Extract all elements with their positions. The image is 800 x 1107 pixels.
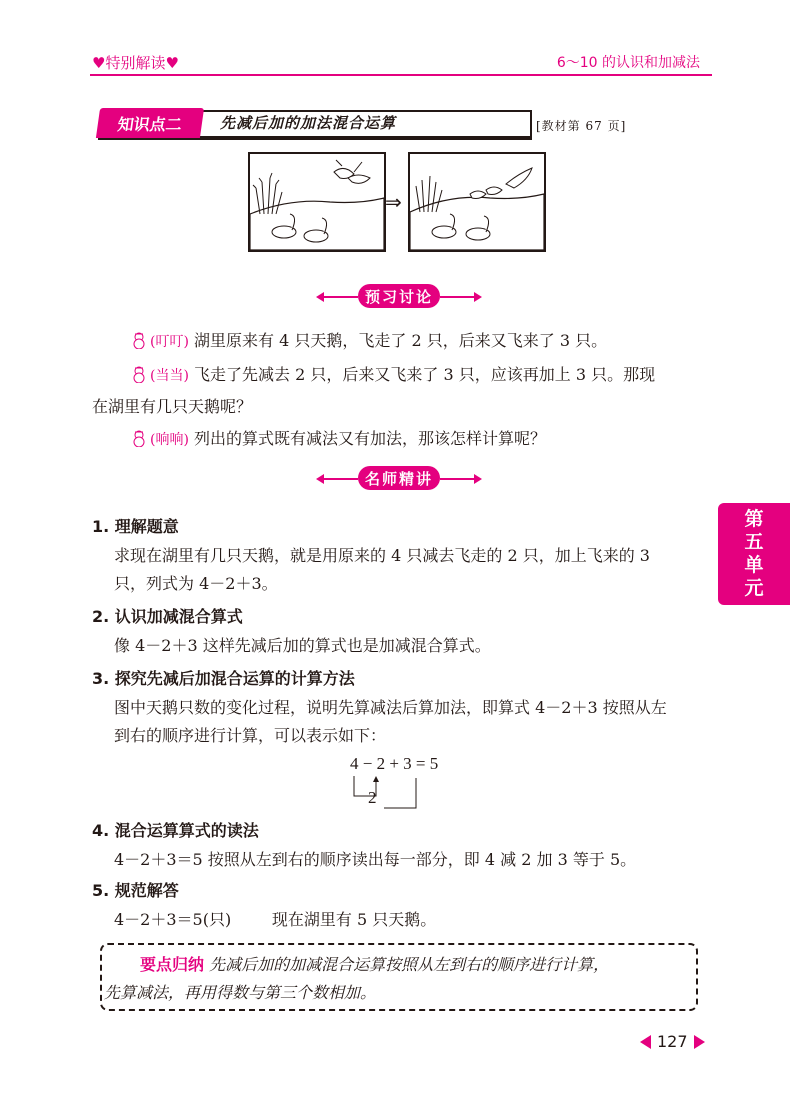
header-chapter-title: 6～10 的认识和加减法 xyxy=(556,55,700,71)
snowman-icon xyxy=(130,429,148,447)
lecture-ribbon xyxy=(318,466,480,492)
knowledge-title: 先减后加的加法混合运算 xyxy=(220,114,397,132)
swan-picture-after xyxy=(408,152,546,252)
side-tab-char: 第 xyxy=(744,508,764,530)
dialog-line-2 xyxy=(130,362,710,389)
lecture-label: 名师精讲 xyxy=(358,466,440,490)
item-heading: 3. 探究先减后加混合运算的计算方法 xyxy=(92,669,355,688)
side-tab-char: 单 xyxy=(744,554,764,576)
summary-line-2: 先算减法，再用得数与第三个数相加。 xyxy=(104,983,377,1002)
unit-side-tab xyxy=(718,503,790,605)
preview-label: 预习讨论 xyxy=(358,284,440,308)
dialog-text: 湖里原来有 4 只天鹅，飞走了 2 只，后来又飞来了 3 只。 xyxy=(194,331,608,350)
side-tab-char: 五 xyxy=(744,531,764,553)
item-text: 到右的顺序进行计算，可以表示如下： xyxy=(114,726,387,745)
knowledge-tag: 知识点二 xyxy=(96,108,204,138)
item-text: 求现在湖里有几只天鹅，就是用原来的 4 只减去飞走的 2 只，加上飞来的 3 xyxy=(114,546,650,565)
item-heading: 4. 混合运算算式的读法 xyxy=(92,821,259,840)
formula-intermediate: 2 xyxy=(368,788,377,807)
item-text: 4－2＋3＝5 按照从左到右的顺序读出每一部分，即 4 减 2 加 3 等于 5。 xyxy=(114,850,637,869)
speaker-name: (当当) xyxy=(150,368,189,384)
calculation-diagram xyxy=(350,754,439,807)
speaker-name: (响响) xyxy=(150,432,189,448)
item-text: 像 4－2＋3 这样先减后加的算式也是加减混合算式。 xyxy=(114,636,491,655)
page-number-block xyxy=(640,1032,705,1051)
speaker-name: (叮叮) xyxy=(150,334,189,350)
item-heading: 2. 认识加减混合算式 xyxy=(92,607,243,626)
item-heading: 5. 规范解答 xyxy=(92,881,179,900)
header-left-title: ♥特别解读♥ xyxy=(92,54,179,72)
textbook-page-ref: [教材第 67 页] xyxy=(536,119,627,133)
item-text: 4－2＋3＝5(只) 现在湖里有 5 只天鹅。 xyxy=(114,910,437,929)
preview-ribbon xyxy=(318,284,480,310)
item-text: 图中天鹅只数的变化过程，说明先算减法后算加法，即算式 4－2＋3 按照从左 xyxy=(114,698,667,717)
page-number: 127 xyxy=(657,1032,688,1051)
summary-label: 要点归纳 xyxy=(140,955,205,974)
snowman-icon xyxy=(130,365,148,383)
next-page-icon[interactable] xyxy=(694,1035,705,1049)
previous-page-icon[interactable] xyxy=(640,1035,651,1049)
header-divider xyxy=(90,74,712,76)
item-text: 只，列式为 4－2＋3。 xyxy=(114,574,278,593)
dialog-text: 飞走了先减去 2 只，后来又飞来了 3 只，应该再加上 3 只。那现 xyxy=(194,365,656,384)
dialog-text: 列出的算式既有减法又有加法，那该怎样计算呢？ xyxy=(194,429,547,448)
dialog-line-3 xyxy=(130,426,710,453)
snowman-icon xyxy=(130,331,148,349)
formula-expression: 4 − 2 + 3 = 5 xyxy=(350,754,439,773)
swan-picture-before xyxy=(248,152,386,252)
item-heading: 1. 理解题意 xyxy=(92,517,179,536)
summary-line-1 xyxy=(140,952,609,975)
side-tab-char: 元 xyxy=(744,577,764,599)
transition-arrow-icon: ⇒ xyxy=(385,190,402,214)
summary-text: 先减后加的加减混合运算按照从左到右的顺序进行计算， xyxy=(209,955,610,974)
dialog-continuation: 在湖里有几只天鹅呢？ xyxy=(92,397,253,416)
dialog-line-1 xyxy=(130,328,710,355)
calculation-arrows xyxy=(350,774,440,814)
